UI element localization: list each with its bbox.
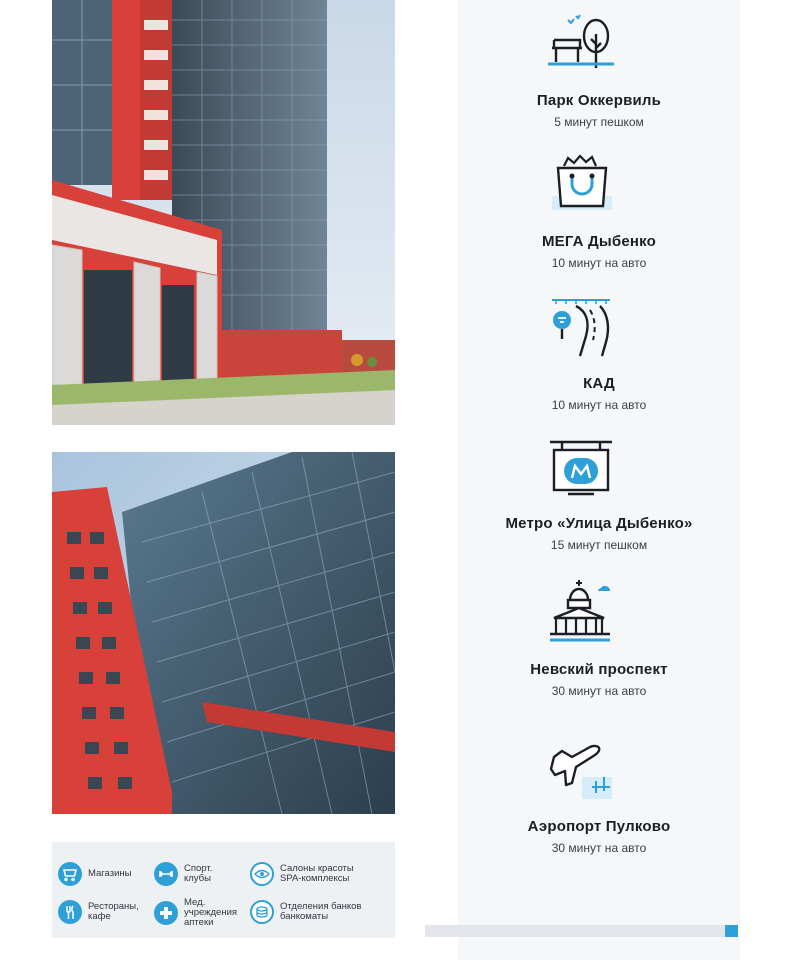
building-photo-top <box>52 0 395 425</box>
shopping-bag-icon <box>550 152 614 217</box>
poi-park-okkervil: Парк Оккервиль 5 минут пешком <box>536 92 662 129</box>
legend-item-shops: Магазины <box>58 862 131 886</box>
medical-cross-icon <box>154 901 178 925</box>
poi-metro-dybenko: Метро «Улица Дыбенко» 15 минут пешком <box>505 515 693 552</box>
poi-mega-dybenko: МЕГА Дыбенко 10 минут на авто <box>541 233 657 270</box>
poi-kad: КАД 10 минут на авто <box>551 375 647 412</box>
left-margin <box>0 0 50 960</box>
legend-item-medical: Мед. учреждения аптеки <box>154 898 237 928</box>
cart-icon <box>58 862 82 886</box>
legend-item-restaurants: Рестораны, кафе <box>58 900 139 924</box>
park-bench-tree-icon <box>546 14 616 77</box>
metro-sign-icon <box>548 438 614 503</box>
eye-icon <box>250 862 274 886</box>
poi-nevsky-prospekt: Невский проспект 30 минут на авто <box>530 661 668 698</box>
amenities-legend <box>52 842 395 938</box>
road-icon <box>546 296 616 363</box>
poi-airport-pulkovo: Аэропорт Пулково 30 минут на авто <box>527 818 671 855</box>
page-progress-track <box>425 925 725 937</box>
legend-item-sport: Спорт. клубы <box>154 862 212 886</box>
legend-item-beauty: Салоны красоты SPA-комплексы <box>250 862 354 886</box>
airplane-icon <box>546 735 616 806</box>
legend-item-banks: Отделения банков банкоматы <box>250 900 361 924</box>
coins-icon <box>250 900 274 924</box>
cathedral-icon <box>546 578 616 647</box>
dumbbell-icon <box>154 862 178 886</box>
fork-knife-icon <box>58 900 82 924</box>
page-progress-marker <box>725 925 738 937</box>
building-photo-bottom <box>52 452 395 814</box>
